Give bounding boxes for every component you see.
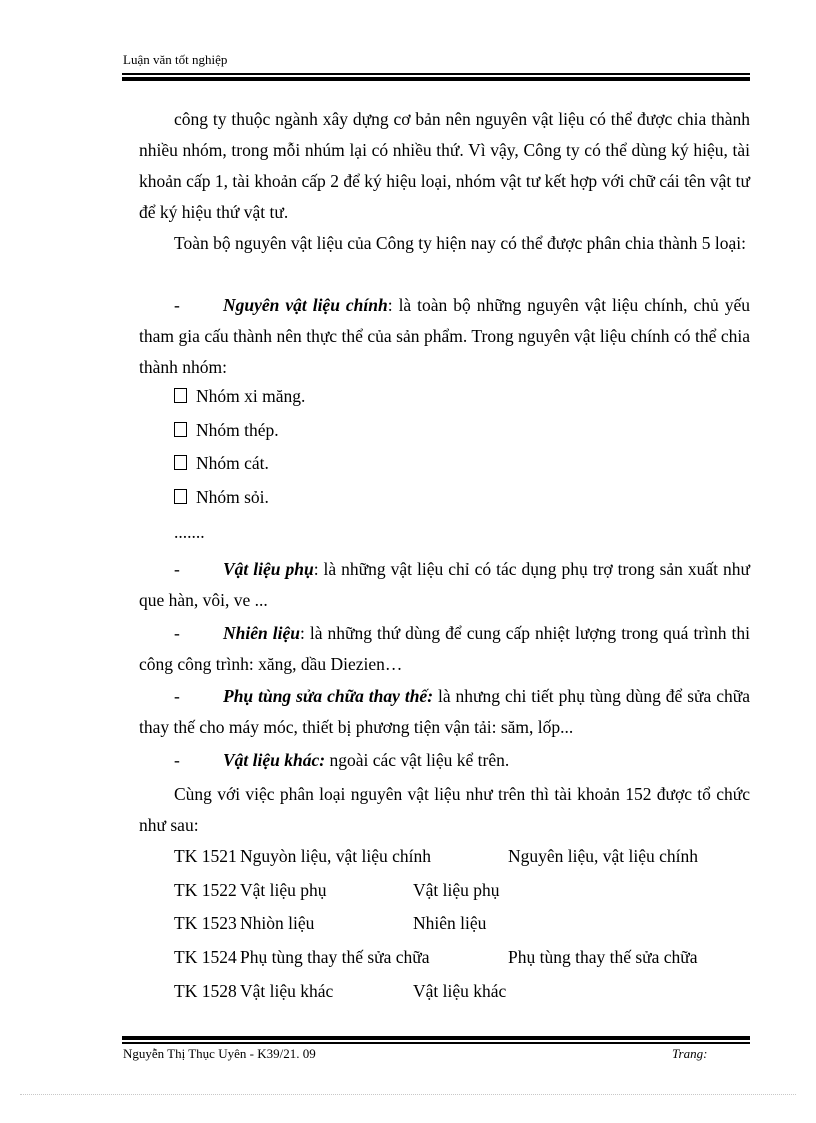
term-aux-materials: Vật liệu phụ xyxy=(223,559,314,579)
checkbox-icon xyxy=(174,489,187,504)
text-main-materials: : là toàn bộ những nguyên vật liệu chính, chủ yếu tham gia cấu thành nên thực thể của sản phẩm. Trong nguyên vật liệu chính có thể chia thành nhóm: xyxy=(139,295,750,377)
account-code: TK 1524 xyxy=(174,947,237,967)
account-name-alt: Nguyên liệu, vật liệu chính xyxy=(508,846,699,866)
dash-marker: - xyxy=(174,686,180,706)
ellipsis: ....... xyxy=(174,522,205,542)
term-main-materials: Nguyên vật liệu chính xyxy=(223,295,388,315)
header-rule-thin xyxy=(122,73,750,75)
term-other-materials: Vật liệu khác: xyxy=(223,750,326,770)
item-main-materials xyxy=(139,290,750,383)
item-other-materials xyxy=(139,745,750,776)
checkbox-icon xyxy=(174,455,187,470)
header-rule-thick xyxy=(122,77,750,81)
account-code: TK 1523 xyxy=(174,913,237,933)
account-name: Nguyòn liệu, vật liệu chính xyxy=(240,846,432,866)
text-spare-parts: là nhưng chi tiết phụ tùng dùng để sửa chữa thay thế cho máy móc, thiết bị phương tiện vận tải: săm, lốp... xyxy=(139,686,750,737)
dash-marker: - xyxy=(174,623,180,643)
account-name: Vật liệu khác xyxy=(240,981,334,1001)
item-spare-parts xyxy=(139,681,750,743)
dash-marker: - xyxy=(174,750,180,770)
account-name-alt: Nhiên liệu xyxy=(413,913,487,933)
account-name: Phụ tùng thay thế sửa chữa xyxy=(240,947,430,967)
header-title: Luận văn tốt nghiệp xyxy=(123,52,228,67)
footer-rule-thin xyxy=(122,1042,750,1044)
text-fuel: : là những thứ dùng để cung cấp nhiệt lượng trong quá trình thi công công trình: xăng, dầu Diezien… xyxy=(139,623,750,674)
paragraph-accounts: Cùng với việc phân loại nguyên vật liệu như trên thì tài khoản 152 được tổ chức như sau: xyxy=(139,784,750,835)
account-name: Vật liệu phụ xyxy=(240,880,327,900)
group-item: Nhóm xi măng. xyxy=(174,386,305,407)
item-fuel xyxy=(139,618,750,680)
term-fuel: Nhiên liệu xyxy=(223,623,300,643)
account-name-alt: Phụ tùng thay thế sửa chữa xyxy=(508,947,698,967)
group-item: Nhóm thép. xyxy=(174,420,279,441)
dash-marker: - xyxy=(174,559,180,579)
footer-author: Nguyễn Thị Thục Uyên - K39/21. 09 xyxy=(123,1046,316,1061)
account-code: TK 1521 xyxy=(174,846,237,866)
account-name-alt: Vật liệu phụ xyxy=(413,880,500,900)
paragraph-classification: Toàn bộ nguyên vật liệu của Công ty hiện nay có thể được phân chia thành 5 loại: xyxy=(174,233,747,253)
page-edge-divider xyxy=(20,1094,796,1095)
account-code: TK 1528 xyxy=(174,981,237,1001)
account-code: TK 1522 xyxy=(174,880,237,900)
term-spare-parts: Phụ tùng sửa chữa thay thế: xyxy=(223,686,434,706)
group-item: Nhóm cát. xyxy=(174,453,269,474)
footer-rule-thick xyxy=(122,1036,750,1040)
paragraph-intro: công ty thuộc ngành xây dựng cơ bản nên nguyên vật liệu có thể được chia thành nhiều nhóm, trong mỗi nhúm lại có nhiều thứ. Vì vậy, Công ty có thể dùng ký hiệu, tài khoản cấp 1, tài khoản cấp 2 để ký hiệu loại, nhóm vật tư kết hợp với chữ cái tên vật tư để ký hiệu thứ vật tư. xyxy=(139,109,750,222)
checkbox-icon xyxy=(174,388,187,403)
text-aux-materials: : là những vật liệu chỉ có tác dụng phụ trợ trong sản xuất như que hàn, vôi, ve ... xyxy=(139,559,750,610)
text-other-materials: ngoài các vật liệu kể trên. xyxy=(325,750,510,770)
group-item: Nhóm sỏi. xyxy=(174,487,269,508)
account-name: Nhiòn liệu xyxy=(240,913,315,933)
dash-marker: - xyxy=(174,295,180,315)
footer-page-label: Trang: xyxy=(672,1046,708,1061)
account-name-alt: Vật liệu khác xyxy=(413,981,507,1001)
item-aux-materials xyxy=(139,554,750,616)
checkbox-icon xyxy=(174,422,187,437)
